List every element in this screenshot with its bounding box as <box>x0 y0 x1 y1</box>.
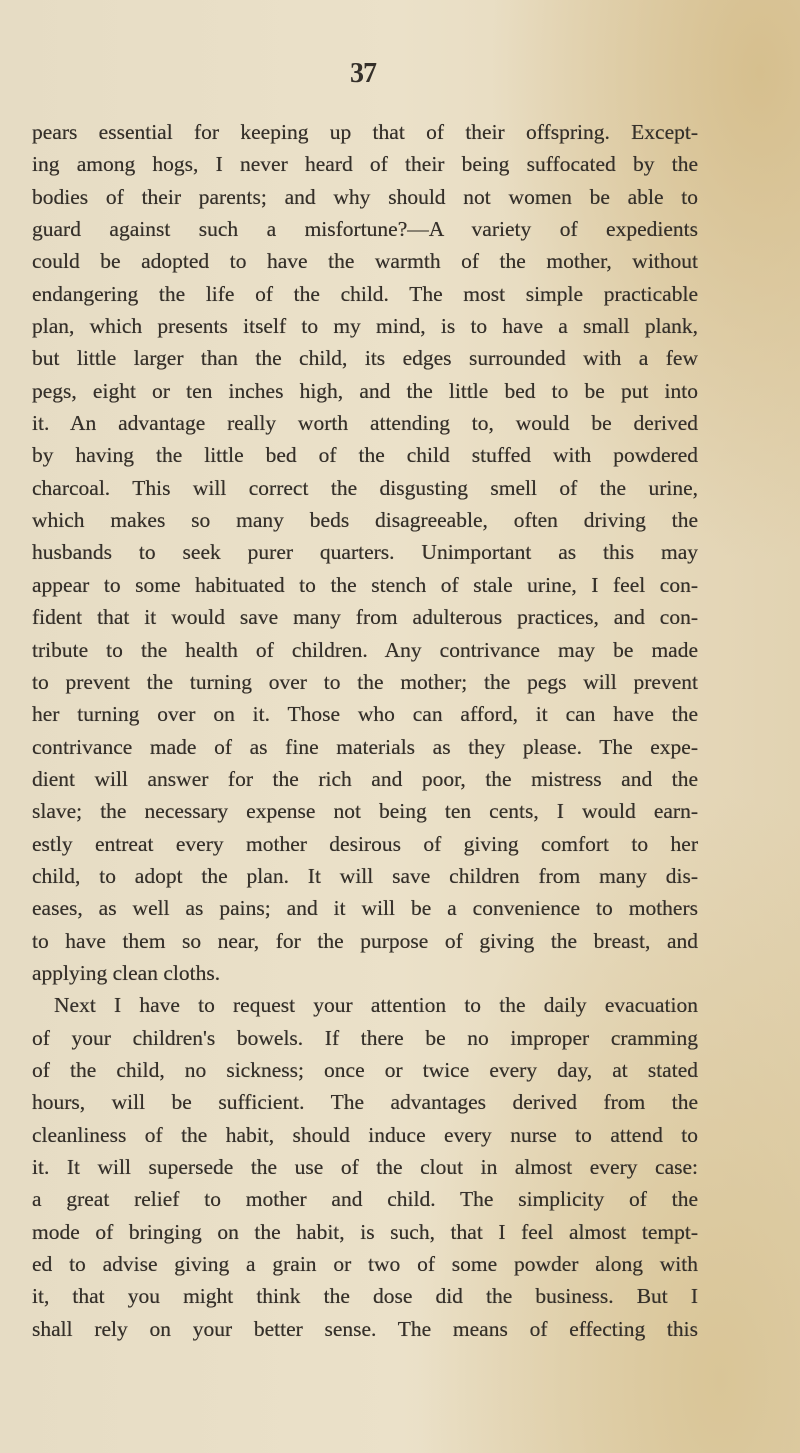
text-line: pears essential for keeping up that of their offspring. Except- <box>32 120 698 144</box>
text-line: it. It will supersede the use of the clout in almost every case: <box>32 1155 698 1179</box>
text-line: it, that you might think the dose did the business. But I <box>32 1284 698 1309</box>
text-line: to prevent the turning over to the mother; the pegs will prevent <box>32 669 698 694</box>
text-line: of your children's bowels. If there be no improper cramming <box>32 1025 698 1050</box>
text-line: a great relief to mother and child. The simplicity of the <box>32 1187 698 1212</box>
text-line: mode of bringing on the habit, is such, that I feel almost tempt- <box>32 1219 698 1244</box>
text-line: estly entreat every mother desirous of giving comfort to her <box>32 831 698 856</box>
text-line: tribute to the health of children. Any contrivance may be made <box>32 637 698 662</box>
text-line: applying clean cloths. <box>32 960 221 985</box>
text-line: guard against such a misfortune?—A variety of expedients <box>32 217 698 242</box>
text-line: of the child, no sickness; once or twice every day, at stated <box>32 1057 698 1082</box>
text-line: cleanliness of the habit, should induce every nurse to attend to <box>32 1122 698 1147</box>
text-line: shall rely on your better sense. The means of effecting this <box>32 1316 698 1341</box>
text-line: could be adopted to have the warmth of the mother, without <box>32 249 698 274</box>
text-line: ing among hogs, I never heard of their being suffocated by the <box>32 152 698 177</box>
text-line: to have them so near, for the purpose of giving the breast, and <box>32 928 698 953</box>
text-line: charcoal. This will correct the disgusting smell of the urine, <box>32 475 698 500</box>
text-line: Next I have to request your attention to the daily evacuation <box>54 993 698 1018</box>
text-line: slave; the necessary expense not being ten cents, I would earn- <box>32 799 698 824</box>
text-line: her turning over on it. Those who can afford, it can have the <box>32 702 698 727</box>
text-line: bodies of their parents; and why should not women be able to <box>32 184 698 209</box>
text-line: husbands to seek purer quarters. Unimportant as this may <box>32 540 698 565</box>
text-line: eases, as well as pains; and it will be a convenience to mothers <box>32 896 698 921</box>
text-line: it. An advantage really worth attending to, would be derived <box>32 411 698 436</box>
text-line: ed to advise giving a grain or two of some powder along with <box>32 1252 698 1277</box>
text-line: child, to adopt the plan. It will save children from many dis- <box>32 863 698 888</box>
text-line: but little larger than the child, its edges surrounded with a few <box>32 346 698 371</box>
text-line: hours, will be sufficient. The advantages derived from the <box>32 1090 698 1115</box>
text-line: which makes so many beds disagreeable, often driving the <box>32 508 698 533</box>
text-line: contrivance made of as fine materials as they please. The expe- <box>32 734 698 759</box>
page-number: 37 <box>350 58 376 89</box>
text-line: endangering the life of the child. The most simple practicable <box>32 281 698 306</box>
text-line: fident that it would save many from adulterous practices, and con- <box>32 605 698 630</box>
text-line: pegs, eight or ten inches high, and the little bed to be put into <box>32 378 698 403</box>
text-line: appear to some habituated to the stench of stale urine, I feel con- <box>32 572 698 597</box>
text-line: plan, which presents itself to my mind, is to have a small plank, <box>32 314 698 339</box>
text-line: by having the little bed of the child stuffed with powdered <box>32 443 698 468</box>
body-text <box>32 116 698 1345</box>
text-line: dient will answer for the rich and poor, the mistress and the <box>32 766 698 791</box>
